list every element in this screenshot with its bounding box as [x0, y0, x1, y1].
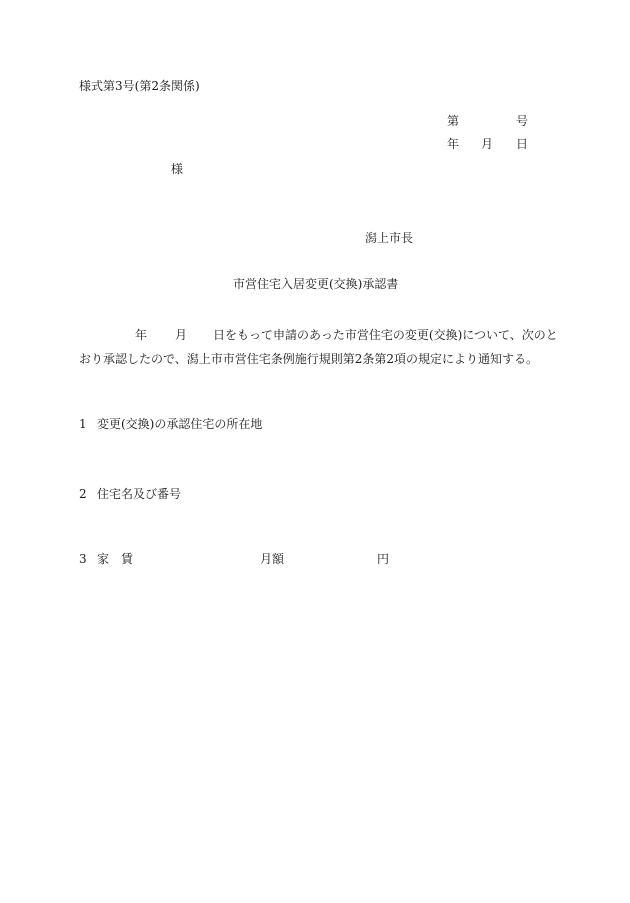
issue-date-day: 日 — [516, 137, 529, 151]
item-label: 住宅名及び番号 — [97, 487, 182, 501]
rent-currency-unit: 円 — [377, 552, 390, 566]
rent-monthly-label: 月額 — [260, 552, 285, 566]
document-number-prefix: 第 — [447, 114, 460, 128]
item-label: 変更(交換)の承認住宅の所在地 — [97, 417, 263, 431]
item-number: 1 — [79, 417, 87, 431]
issue-date-month: 月 — [481, 137, 494, 151]
form-number-label: 様式第3号(第2条関係) — [79, 79, 200, 93]
item-approved-address — [79, 418, 262, 430]
issuer-name: 潟上市長 — [365, 231, 414, 245]
body-line-2: おり承認したので、潟上市市営住宅条例施行規則第2条第2項の規定により通知する。 — [79, 352, 539, 366]
document-number-suffix: 号 — [516, 114, 529, 128]
item-housing-name-number — [79, 488, 181, 500]
item-rent — [79, 553, 133, 565]
item-label-part-a: 家 — [97, 552, 110, 566]
addressee-honorific: 様 — [171, 162, 184, 176]
document-title: 市営住宅入居変更(交換)承認書 — [233, 277, 399, 291]
body-line-1-text: 日をもって申請のあった市営住宅の変更(交換)について、次のと — [213, 328, 558, 342]
body-paragraph — [79, 323, 557, 371]
item-number: 2 — [79, 487, 87, 501]
body-line-1 — [79, 323, 557, 347]
item-number: 3 — [79, 552, 87, 566]
body-year: 年 — [135, 328, 148, 342]
issue-date-year: 年 — [447, 137, 460, 151]
body-month: 月 — [175, 328, 188, 342]
item-label-part-b: 賃 — [121, 552, 134, 566]
